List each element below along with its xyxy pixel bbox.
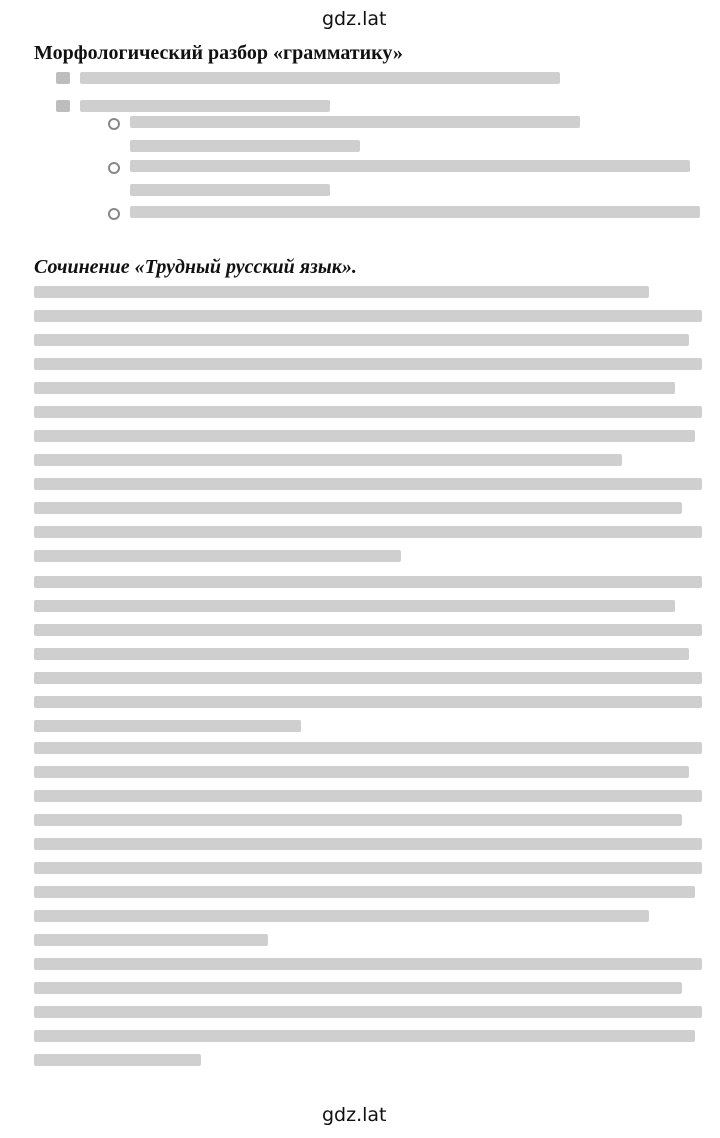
section-title: Морфологический разбор «грамматику»	[34, 42, 403, 64]
essay-paragraph-5-placeholder	[34, 958, 702, 1078]
essay-paragraph-4-placeholder	[34, 742, 702, 958]
essay-title: Сочинение «Трудный русский язык».	[34, 256, 357, 278]
essay-paragraph-1-placeholder	[34, 286, 702, 478]
watermark-bottom: gdz.lat	[322, 1104, 387, 1126]
watermark-top: gdz.lat	[322, 8, 387, 30]
essay-paragraph-2-placeholder	[34, 478, 702, 574]
essay-paragraph-3-placeholder	[34, 576, 702, 744]
